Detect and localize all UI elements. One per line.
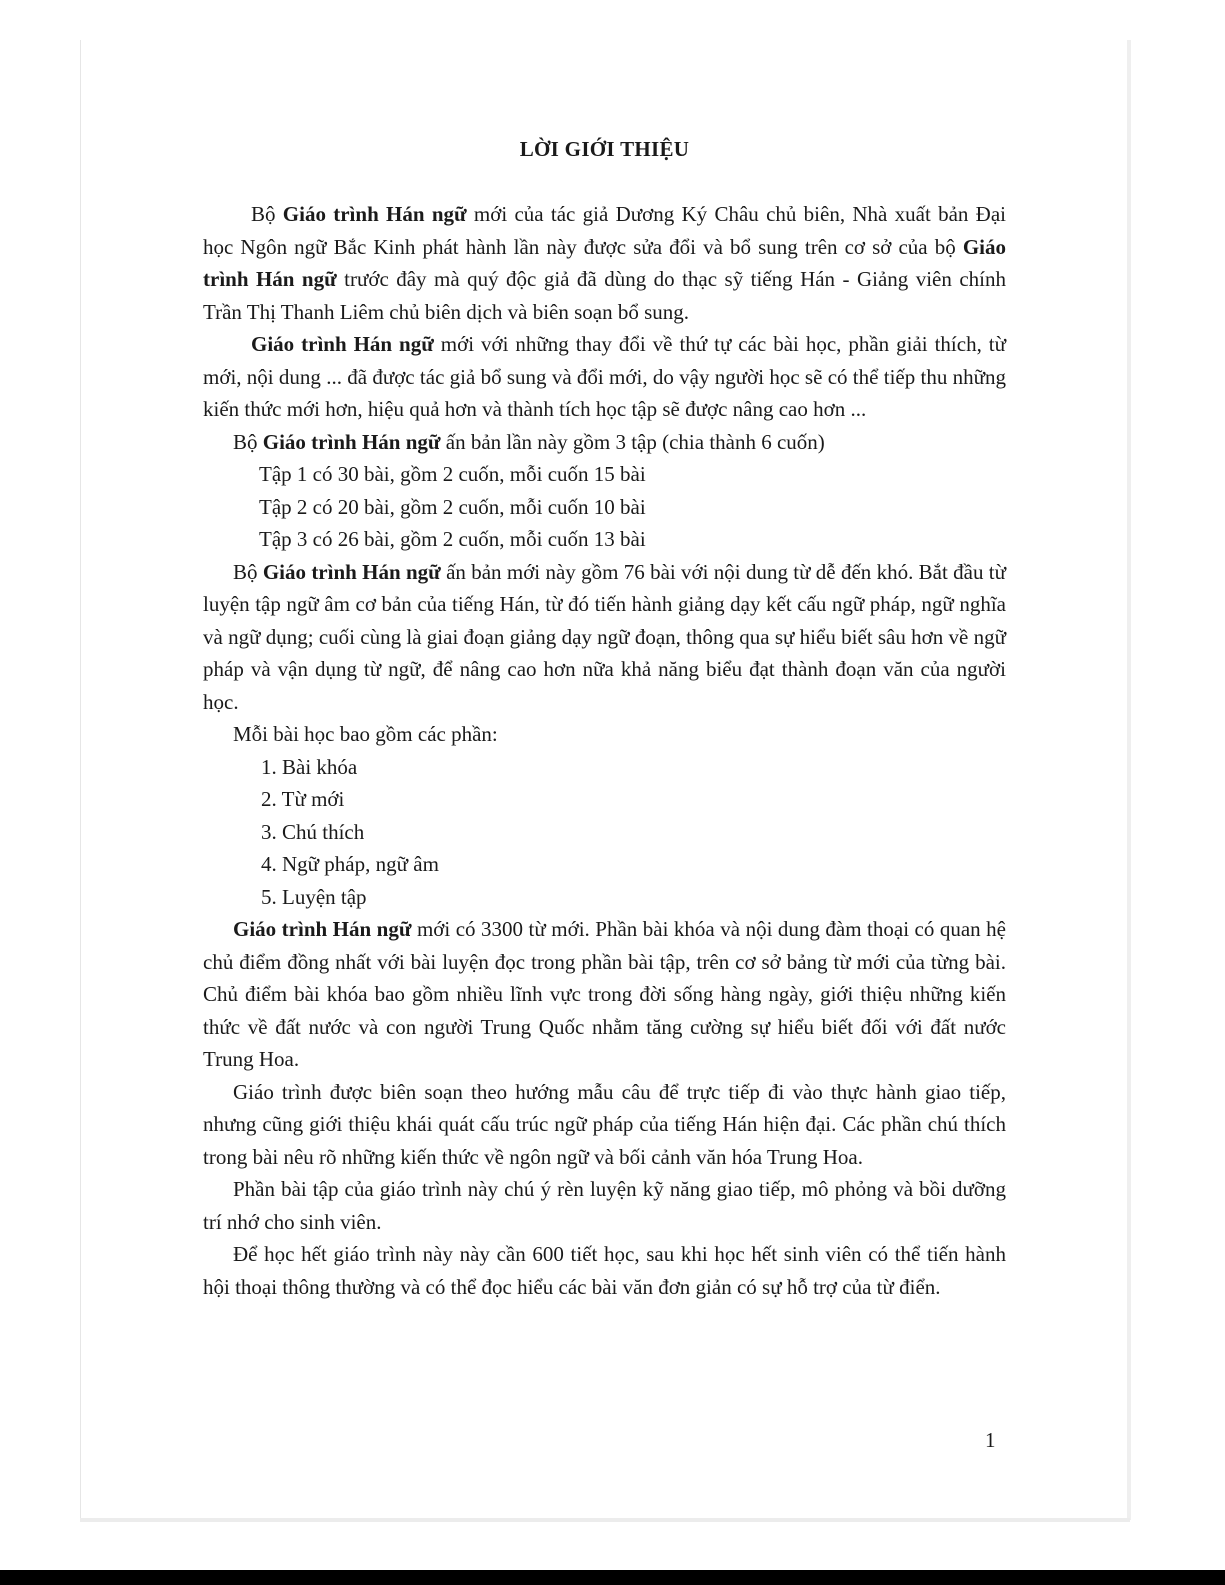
paragraph-8: Phần bài tập của giáo trình này chú ý rèn luyện kỹ năng giao tiếp, mô phỏng và bồi dưỡng trí nhớ cho sinh viên.	[203, 1177, 1006, 1234]
book-name: Giáo trình Hán ngữ	[282, 202, 467, 226]
page-number: 1	[985, 1428, 996, 1452]
text: ấn bản lần này gồm 3 tập (chia thành 6 cuốn)	[440, 429, 825, 454]
part-item: 3. Chú thích	[261, 819, 365, 844]
paragraph-6	[203, 913, 1006, 1076]
text: mới của tác giả Dương Ký Châu chủ biên, Nhà xuất bản Đại học Ngôn ngữ Bắc Kinh phát hành lần này được sửa đổi và bổ sung trên cơ sở của bộ	[203, 202, 1006, 259]
text: mới có 3300 từ mới. Phần bài khóa và nội dung đàm thoại có quan hệ chủ điểm đồng nhất với bài luyện đọc trong phần bài tập, trên cơ sở bảng từ mới của từng bài. Chủ điểm bài khóa bao gồm nhiều lĩnh vực trong đời sống hàng ngày, giới thiệu những kiến thức về đất nước và con người Trung Quốc nhằm tăng cường sự hiểu biết đối với đất nước Trung Hoa.	[203, 917, 1006, 1071]
text: Bộ	[251, 202, 283, 226]
text: mới với những thay đổi về thứ tự các bài học, phần giải thích, từ mới, nội dung ... đã được tác giả bổ sung và đổi mới, do vậy người học sẽ có thể tiếp thu những kiến thức mới hơn, hiệu quả hơn và thành tích học tập sẽ được nâng cao hơn ...	[203, 332, 1006, 421]
paragraph-2	[203, 328, 1006, 426]
page-edge-bottom	[80, 1518, 1130, 1522]
paragraph-1	[203, 198, 1006, 328]
page-edge-right	[1127, 40, 1131, 1520]
paragraph-3	[203, 426, 1006, 459]
volume-item: Tập 1 có 30 bài, gồm 2 cuốn, mỗi cuốn 15 bài	[259, 462, 646, 486]
text: Bộ	[233, 429, 263, 454]
paragraph-9: Để học hết giáo trình này này cần 600 tiết học, sau khi học hết sinh viên có thể tiến hành hội thoại thông thường và có thể đọc hiểu các bài văn đơn giản có sự hỗ trợ của từ điển.	[203, 1242, 1006, 1299]
part-item: 1. Bài khóa	[261, 754, 358, 779]
page-title: LỜI GIỚI THIỆU	[519, 137, 690, 161]
text: ấn bản mới này gồm 76 bài với nội dung từ dễ đến khó. Bắt đầu từ luyện tập ngữ âm cơ bản của tiếng Hán, từ đó tiến hành giảng dạy kết cấu ngữ pháp, ngữ nghĩa và ngữ dụng; cuối cùng là giai đoạn giảng dạy ngữ đoạn, thông qua sự hiểu biết sâu hơn về ngữ pháp và vận dụng từ ngữ, để nâng cao hơn nữa khả năng biểu đạt thành đoạn văn của người học.	[203, 559, 1006, 714]
book-name: Giáo trình Hán ngữ	[233, 917, 412, 941]
paragraph-7: Giáo trình được biên soạn theo hướng mẫu câu để trực tiếp đi vào thực hành giao tiếp, nhưng cũng giới thiệu khái quát cấu trúc ngữ pháp của tiếng Hán hiện đại. Các phần chú thích trong bài nêu rõ những kiến thức về ngôn ngữ và bối cảnh văn hóa Trung Hoa.	[203, 1079, 1006, 1169]
document-body	[203, 134, 1006, 1303]
volume-item: Tập 3 có 26 bài, gồm 2 cuốn, mỗi cuốn 13 bài	[259, 527, 646, 551]
book-name: Giáo trình Hán ngữ	[203, 234, 1006, 291]
text: trước đây mà quý độc giả đã dùng do thạc sỹ tiếng Hán - Giảng viên chính Trần Thị Thanh Liêm chủ biên dịch và biên soạn bổ sung.	[203, 267, 1006, 324]
page-edge-left	[80, 40, 81, 1520]
paragraph-4	[203, 556, 1006, 719]
bottom-bar	[0, 1570, 1225, 1585]
book-name: Giáo trình Hán ngữ	[262, 559, 441, 584]
part-item: 5. Luyện tập	[261, 884, 367, 909]
volume-item: Tập 2 có 20 bài, gồm 2 cuốn, mỗi cuốn 10 bài	[259, 494, 646, 519]
paragraph-5: Mỗi bài học bao gồm các phần:	[233, 722, 498, 746]
book-name: Giáo trình Hán ngữ	[251, 332, 434, 356]
part-item: 4. Ngữ pháp, ngữ âm	[261, 852, 439, 876]
part-item: 2. Từ mới	[261, 787, 345, 811]
text: Bộ	[233, 559, 263, 584]
book-name: Giáo trình Hán ngữ	[262, 429, 441, 454]
